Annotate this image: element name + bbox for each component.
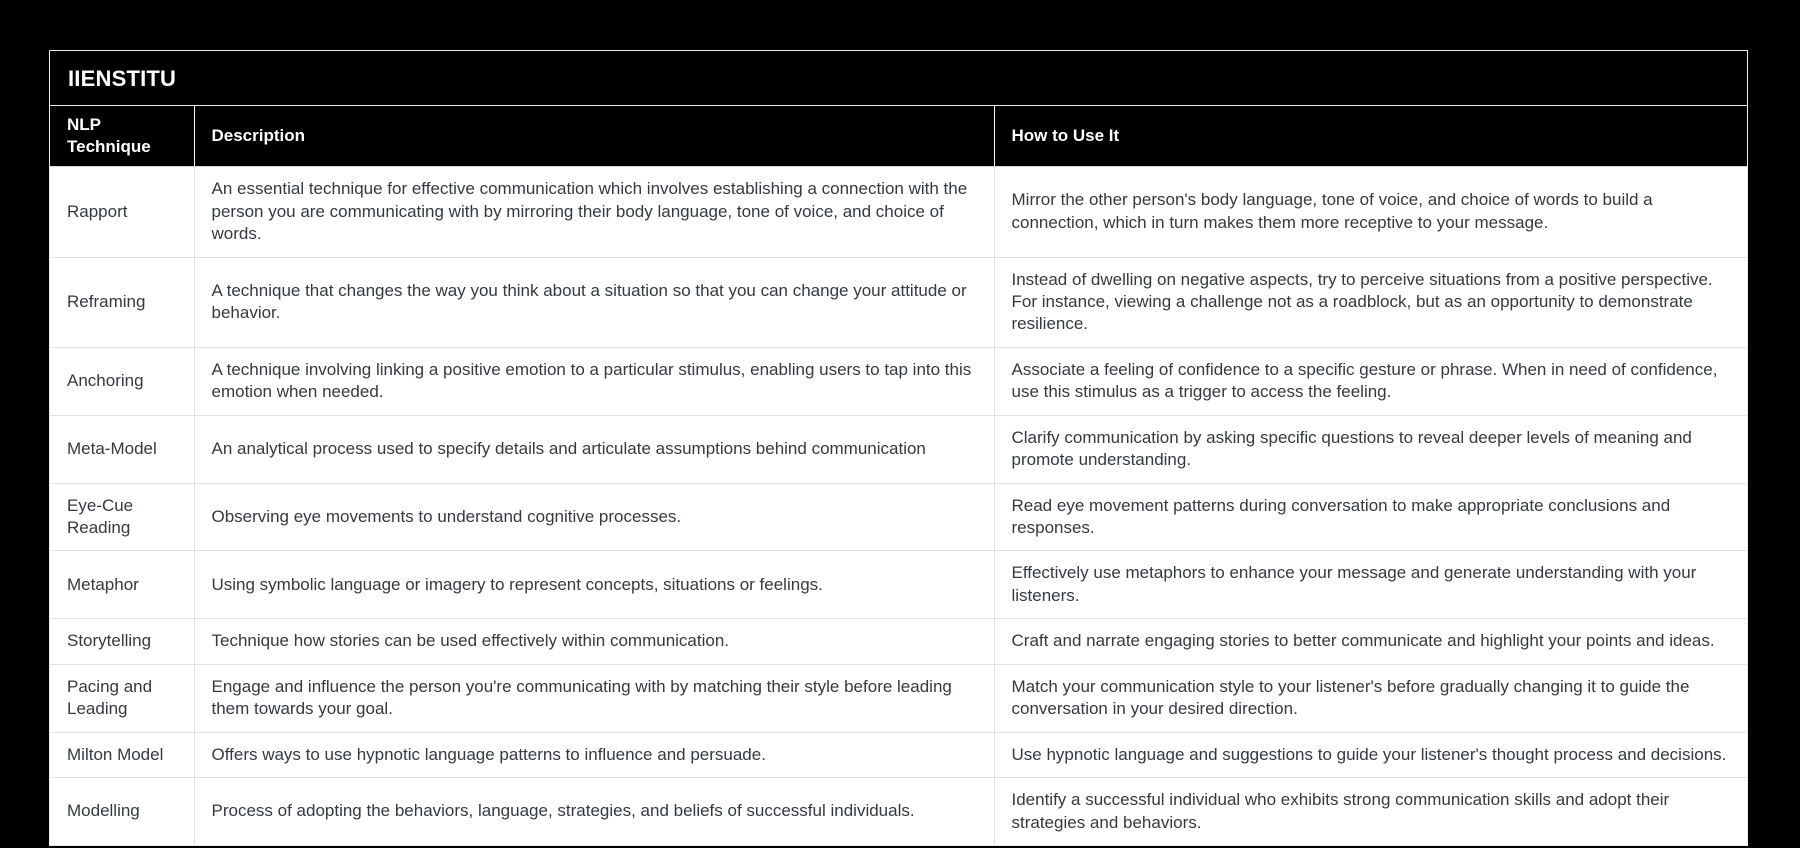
brand-title-bar — [50, 51, 1747, 106]
cell-technique: Anchoring — [50, 347, 194, 415]
cell-description: Engage and influence the person you're communicating with by matching their style before leading them towards your goal. — [194, 664, 994, 732]
brand-title: IIENSTITU — [68, 66, 177, 91]
table-row — [50, 732, 1747, 777]
cell-technique: Rapport — [50, 167, 194, 257]
cell-technique: Pacing and Leading — [50, 664, 194, 732]
column-header-nlp-technique: NLP Technique — [50, 106, 194, 167]
column-header-description: Description — [194, 106, 994, 167]
cell-technique: Storytelling — [50, 619, 194, 664]
table-row — [50, 483, 1747, 551]
cell-description: An essential technique for effective communication which involves establishing a connection with the person you are communicating with by mirroring their body language, tone of voice, and choice of words. — [194, 167, 994, 257]
cell-how-to-use: Match your communication style to your listener's before gradually changing it to guide the conversation in your desired direction. — [994, 664, 1747, 732]
table-row — [50, 551, 1747, 619]
table-row — [50, 415, 1747, 483]
nlp-table-card — [49, 50, 1748, 846]
cell-how-to-use: Craft and narrate engaging stories to better communicate and highlight your points and ideas. — [994, 619, 1747, 664]
table-row — [50, 778, 1747, 845]
table-row — [50, 619, 1747, 664]
table-body — [50, 167, 1747, 845]
cell-technique: Eye-Cue Reading — [50, 483, 194, 551]
table-row — [50, 167, 1747, 257]
table-row — [50, 347, 1747, 415]
column-header-how-to-use-it: How to Use It — [994, 106, 1747, 167]
cell-description: Offers ways to use hypnotic language patterns to influence and persuade. — [194, 732, 994, 777]
cell-technique: Metaphor — [50, 551, 194, 619]
header-row — [50, 106, 1747, 167]
cell-description: A technique involving linking a positive emotion to a particular stimulus, enabling users to tap into this emotion when needed. — [194, 347, 994, 415]
cell-how-to-use: Effectively use metaphors to enhance your message and generate understanding with your listeners. — [994, 551, 1747, 619]
cell-how-to-use: Instead of dwelling on negative aspects, try to perceive situations from a positive perspective. For instance, viewing a challenge not as a roadblock, but as an opportunity to demonstrate resilience. — [994, 257, 1747, 347]
table-row — [50, 664, 1747, 732]
cell-how-to-use: Read eye movement patterns during conversation to make appropriate conclusions and responses. — [994, 483, 1747, 551]
cell-description: An analytical process used to specify details and articulate assumptions behind communication — [194, 415, 994, 483]
cell-technique: Modelling — [50, 778, 194, 845]
cell-how-to-use: Clarify communication by asking specific questions to reveal deeper levels of meaning and promote understanding. — [994, 415, 1747, 483]
cell-how-to-use: Identify a successful individual who exhibits strong communication skills and adopt their strategies and behaviors. — [994, 778, 1747, 845]
table-row — [50, 257, 1747, 347]
cell-how-to-use: Mirror the other person's body language, tone of voice, and choice of words to build a connection, which in turn makes them more receptive to your message. — [994, 167, 1747, 257]
cell-description: Using symbolic language or imagery to represent concepts, situations or feelings. — [194, 551, 994, 619]
cell-how-to-use: Associate a feeling of confidence to a specific gesture or phrase. When in need of confidence, use this stimulus as a trigger to access the feeling. — [994, 347, 1747, 415]
cell-description: A technique that changes the way you think about a situation so that you can change your attitude or behavior. — [194, 257, 994, 347]
cell-technique: Meta-Model — [50, 415, 194, 483]
nlp-techniques-table — [50, 106, 1747, 845]
cell-technique: Reframing — [50, 257, 194, 347]
cell-technique: Milton Model — [50, 732, 194, 777]
cell-description: Observing eye movements to understand cognitive processes. — [194, 483, 994, 551]
cell-how-to-use: Use hypnotic language and suggestions to guide your listener's thought process and decisions. — [994, 732, 1747, 777]
cell-description: Process of adopting the behaviors, language, strategies, and beliefs of successful individuals. — [194, 778, 994, 845]
cell-description: Technique how stories can be used effectively within communication. — [194, 619, 994, 664]
